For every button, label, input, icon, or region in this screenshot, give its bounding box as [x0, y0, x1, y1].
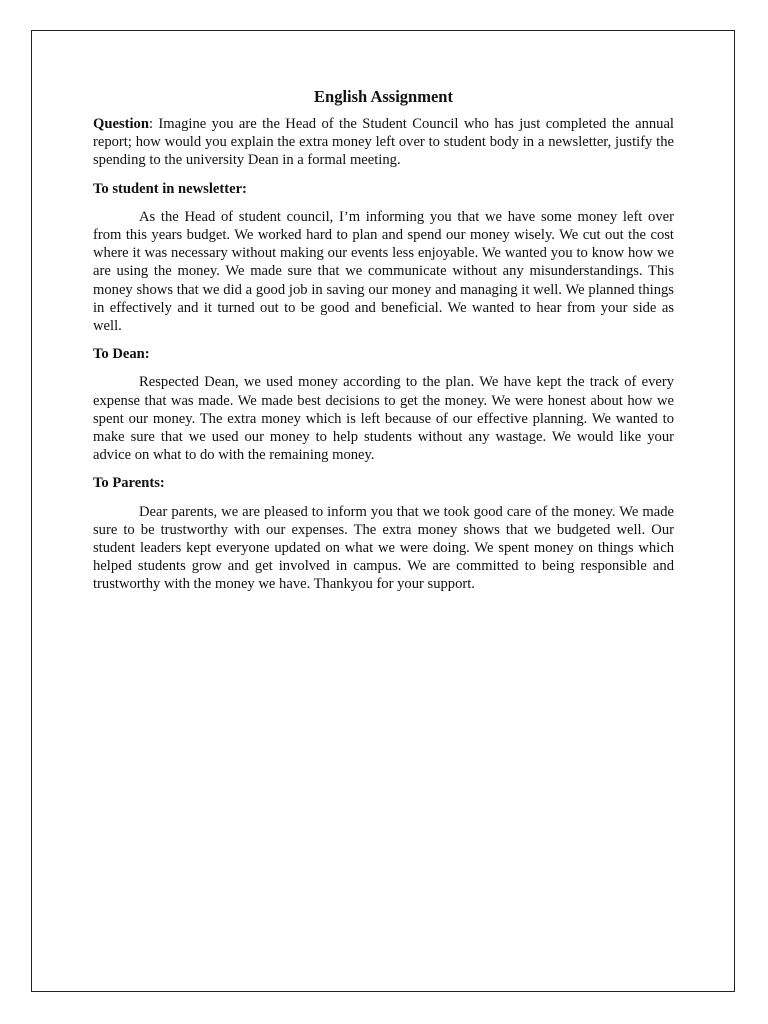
document-body [93, 86, 674, 604]
question-label: Question [93, 116, 149, 132]
question-text: : Imagine you are the Head of the Student Council who has just completed the annual report; how would you explain the extra money left over to student body in a newsletter, justify the spending to the university Dean in a formal meeting. [93, 116, 674, 169]
section-body-parents: Dear parents, we are pleased to inform you that we took good care of the money. We made sure to be trustworthy with our expenses. The extra money shows that we budgeted well. Our student leaders kept everyone updated on what we were doing. We spent money on things which helped students grow and get involved in campus. We are committed to being responsible and trustworthy with the money we have. Thankyou for your support. [93, 503, 674, 593]
section-heading-parents: To Parents: [93, 475, 165, 492]
section-body-newsletter: As the Head of student council, I’m informing you that we have some money left over from this years budget. We worked hard to plan and spend our money wisely. We cut out the cost where it was necessary without making our events less enjoyable. We wanted you to know how we are using the money. We made sure that we communicate without any misunderstandings. This money shows that we did a good job in saving our money and managing it well. We planned things in effectively and it turned out to be good and beneficial. We wanted to hear from your side as well. [93, 208, 674, 335]
section-heading-newsletter: To student in newsletter: [93, 180, 247, 197]
document-title: English Assignment [314, 87, 453, 106]
section-heading-dean: To Dean: [93, 346, 150, 363]
section-body-dean: Respected Dean, we used money according to the plan. We have kept the track of every expense that was made. We made best decisions to get the money. We were honest about how we spent our money. The extra money which is left because of our effective planning. We wanted to make sure that we used our money to help students without any wastage. We would like your advice on what to do with the remaining money. [93, 374, 674, 464]
question-paragraph [93, 115, 674, 170]
